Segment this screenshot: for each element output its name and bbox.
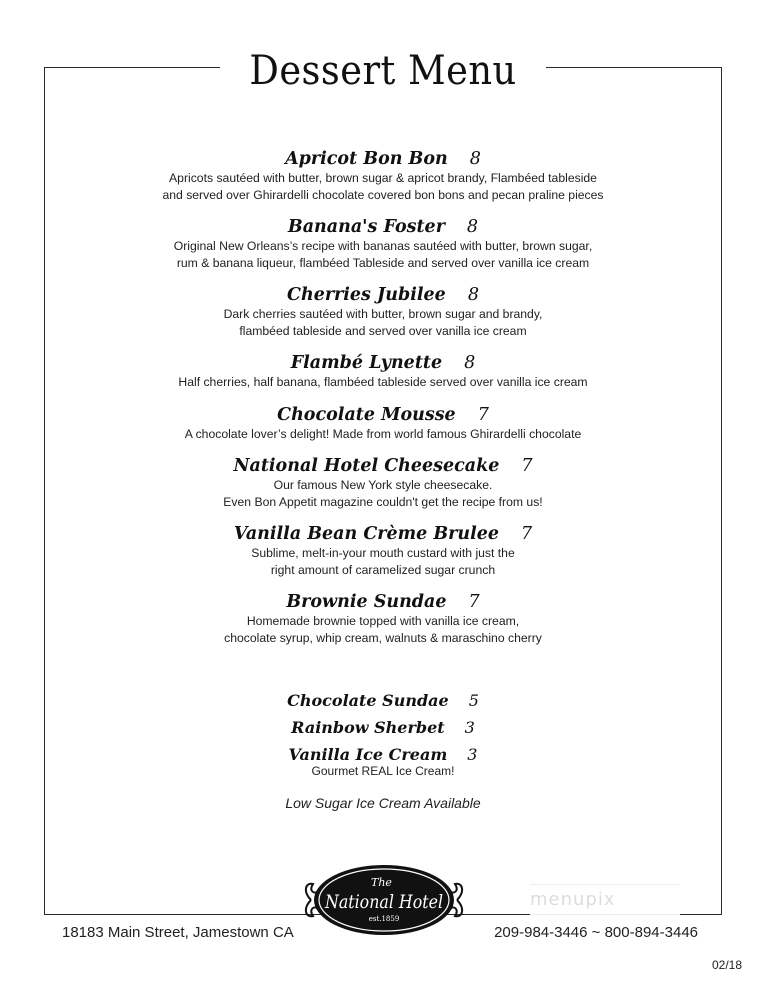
item-price: 8 [464,353,476,373]
menu-item [44,216,722,271]
item-price: 8 [466,217,479,237]
extra-item [44,687,722,714]
item-name: Brownie Sundae [286,592,447,612]
logo-text-main: National Hotel [324,891,443,913]
item-name: Vanilla Bean Crème Brulee [233,524,500,544]
item-description: chocolate syrup, whip cream, walnuts & maraschino cherry [224,630,542,645]
item-name: Banana's Foster [287,217,445,237]
item-description: Sublime, melt-in-your mouth custard with just the [251,546,515,560]
ice-cream-note: Gourmet REAL Ice Cream! [311,764,455,778]
logo-text-est: est.1859 [368,915,400,923]
item-description: A chocolate lover’s delight! Made from world famous Ghirardelli chocolate [184,426,582,441]
item-description: Dark cherries sautéed with butter, brown sugar and brandy, [223,307,543,321]
title-area [220,46,546,96]
menu-item [44,352,722,391]
logo-text-the: The [371,876,392,889]
item-description: Apricots sautéed with butter, brown sugar & apricot brandy, Flambéed tableside [169,171,597,185]
item-name: Chocolate Sundae [287,691,449,710]
watermark [530,880,690,930]
low-sugar-note: Low Sugar Ice Cream Available [285,795,481,811]
item-name: Rainbow Sherbet [291,718,445,737]
item-description: right amount of caramelized sugar crunch [270,562,496,577]
item-description: Our famous New York style cheesecake. [273,478,493,492]
item-price: 5 [468,691,479,710]
item-description: Original New Orleans’s recipe with bananas sautéed with butter, brown sugar, [173,239,593,253]
menu-item [44,284,722,339]
menu-item [44,148,722,203]
item-description: rum & banana liqueur, flambéed Tableside and served over vanilla ice cream [176,255,590,270]
national-hotel-logo [299,862,469,938]
address: 18183 Main Street, Jamestown CA [62,924,294,941]
item-price: 8 [469,149,481,169]
item-description: Homemade brownie topped with vanilla ice cream, [246,614,520,628]
extra-item [44,714,722,741]
item-name: Chocolate Mousse [277,404,456,425]
revision-date: 02/18 [711,958,742,972]
item-description: and served over Ghirardelli chocolate covered bon bons and pecan praline pieces [162,187,604,202]
item-name: Flambé Lynette [290,353,443,373]
menu-item [44,455,722,510]
menu-item [44,591,722,646]
item-price: 7 [521,524,533,544]
item-price: 3 [467,745,478,764]
item-description: Half cherries, half banana, flambéed tableside served over vanilla ice cream [178,375,588,389]
item-description: Even Bon Appetit magazine couldn't get the recipe from us! [223,494,543,509]
item-name: National Hotel Cheesecake [233,456,500,476]
item-price: 8 [467,285,479,305]
item-price: 3 [464,718,475,737]
phone-numbers: 209-984-3446 ~ 800-894-3446 [494,924,698,941]
item-price: 7 [468,592,480,612]
item-price: 7 [477,404,489,425]
ice-cream-section [44,687,722,811]
watermark-text: menupix [530,889,616,910]
dessert-list [44,148,722,659]
menu-title: Dessert Menu [249,48,517,94]
item-name: Vanilla Ice Cream [288,745,448,764]
item-description: flambéed tableside and served over vanilla ice cream [239,323,527,338]
item-name: Apricot Bon Bon [285,149,448,169]
item-name: Cherries Jubilee [287,285,446,305]
menu-item [44,523,722,578]
menu-item [44,404,722,443]
item-price: 7 [521,456,533,476]
